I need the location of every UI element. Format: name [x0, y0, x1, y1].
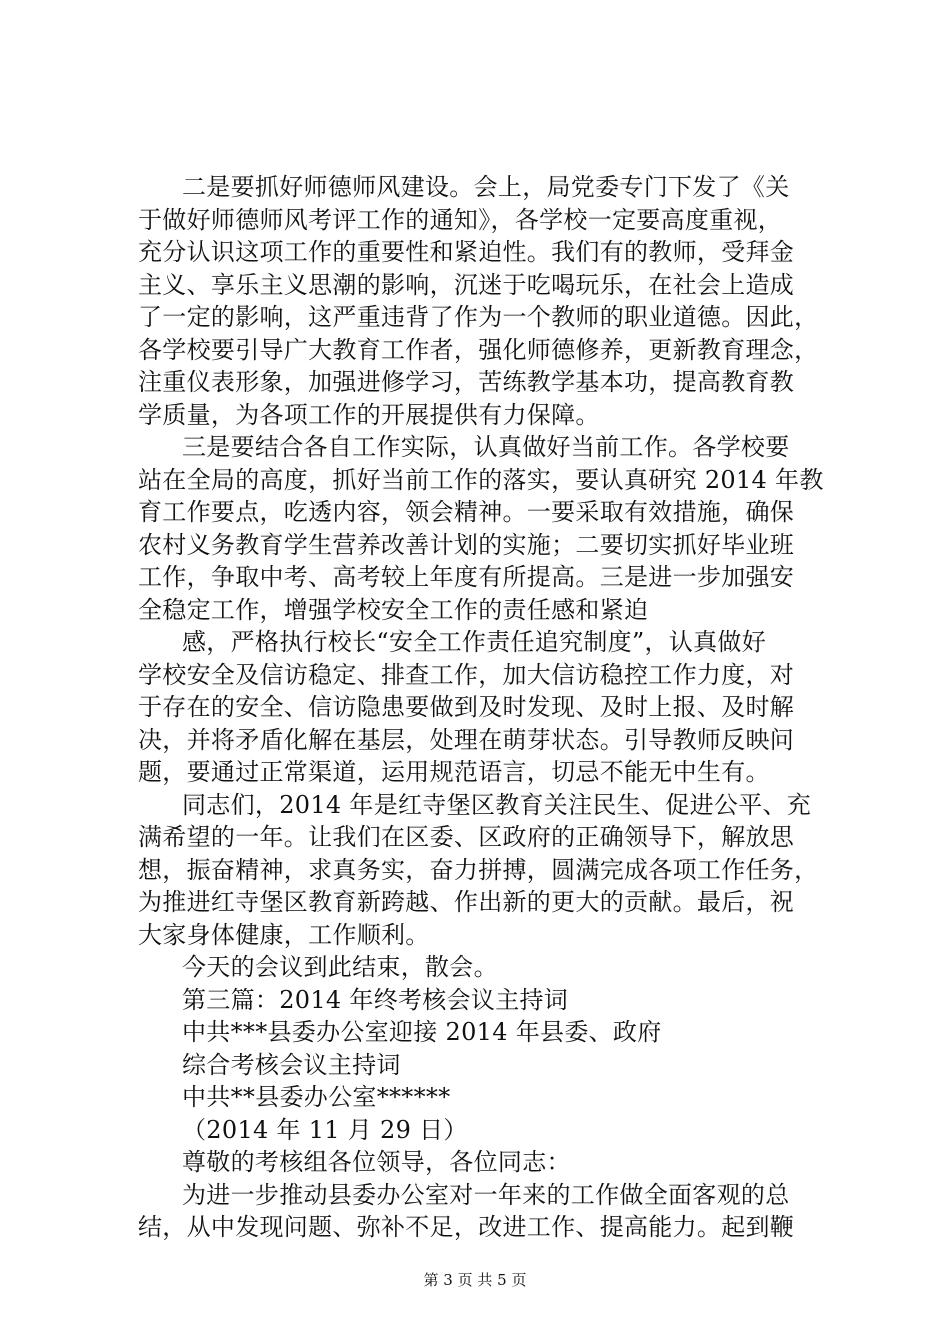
text-line: （2014 年 11 月 29 日）: [182, 1115, 468, 1144]
text-line: 农村义务教育学生营养改善计划的实施；二要切实抓好毕业班: [138, 530, 795, 559]
text-line: 了一定的影响，这严重违背了作为一个教师的职业道德。因此，: [138, 303, 819, 331]
text-line: 同志们，2014 年是红寺堡区教育关注民生、促进公平、充: [182, 790, 812, 819]
text-line: 站在全局的高度，抓好当前工作的落实，要认真研究 2014 年教: [138, 465, 824, 494]
text-line: 于做好师德师风考评工作的通知》，各学校一定要高度重视，: [138, 205, 783, 234]
text-line: 于存在的安全、信访隐患要做到及时发现、及时上报、及时解: [138, 693, 795, 721]
text-line: 充分认识这项工作的重要性和紧迫性。我们有的教师，受拜金: [138, 238, 795, 266]
text-line: 育工作要点，吃透内容，领会精神。一要采取有效措施，确保: [138, 498, 795, 526]
text-line: 工作，争取中考、高考较上年度有所提高。三是进一步加强安: [138, 563, 795, 591]
text-line: 想，振奋精神，求真务实，奋力拼搏，圆满完成各项工作任务，: [138, 855, 819, 884]
text-line: 中共***县委办公室迎接 2014 年县委、政府: [182, 1018, 662, 1046]
text-line: 主义、享乐主义思潮的影响，沉迷于吃喝玩乐，在社会上造成: [138, 270, 795, 299]
text-line: 综合考核会议主持词: [182, 1050, 401, 1079]
text-line: 感，严格执行校长“安全工作责任追究制度”，认真做好: [182, 628, 767, 656]
text-line: 第三篇：2014 年终考核会议主持词: [182, 985, 569, 1014]
text-line: 结，从中发现问题、弥补不足，改进工作、提高能力。起到鞭: [138, 1213, 795, 1241]
text-line: 学质量，为各项工作的开展提供有力保障。: [138, 400, 600, 429]
text-line: 决，并将矛盾化解在基层，处理在萌芽状态。引导教师反映问: [138, 725, 795, 754]
text-line: 今天的会议到此结束，散会。: [182, 953, 498, 981]
text-line: 为推进红寺堡区教育新跨越、作出新的更大的贡献。最后，祝: [138, 888, 795, 916]
text-line: 尊敬的考核组各位领导，各位同志：: [182, 1148, 571, 1176]
text-line: 为进一步推动县委办公室对一年来的工作做全面客观的总: [182, 1180, 790, 1209]
text-line: 题，要通过正常渠道，运用规范语言，切忌不能无中生有。: [138, 758, 770, 786]
text-line: 满希望的一年。让我们在区委、区政府的正确领导下，解放思: [138, 823, 795, 851]
text-line: 注重仪表形象，加强进修学习，苦练教学基本功，提高教育教: [138, 368, 795, 396]
text-line: 二是要抓好师德师风建设。会上，局党委专门下发了《关: [182, 173, 790, 201]
text-line: 中共**县委办公室******: [182, 1083, 451, 1111]
text-line: 大家身体健康，工作顺利。: [138, 920, 430, 949]
page-footer: 第 3 页 共 5 页: [423, 1271, 527, 1289]
text-line: 学校安全及信访稳定、排查工作，加大信访稳控工作力度，对: [138, 660, 795, 689]
text-line: 各学校要引导广大教育工作者，强化师德修养，更新教育理念，: [138, 335, 819, 364]
body-text: [138, 171, 838, 1244]
text-line: 全稳定工作，增强学校安全工作的责任感和紧迫: [138, 595, 649, 624]
text-line: 三是要结合各自工作实际，认真做好当前工作。各学校要: [182, 433, 790, 461]
